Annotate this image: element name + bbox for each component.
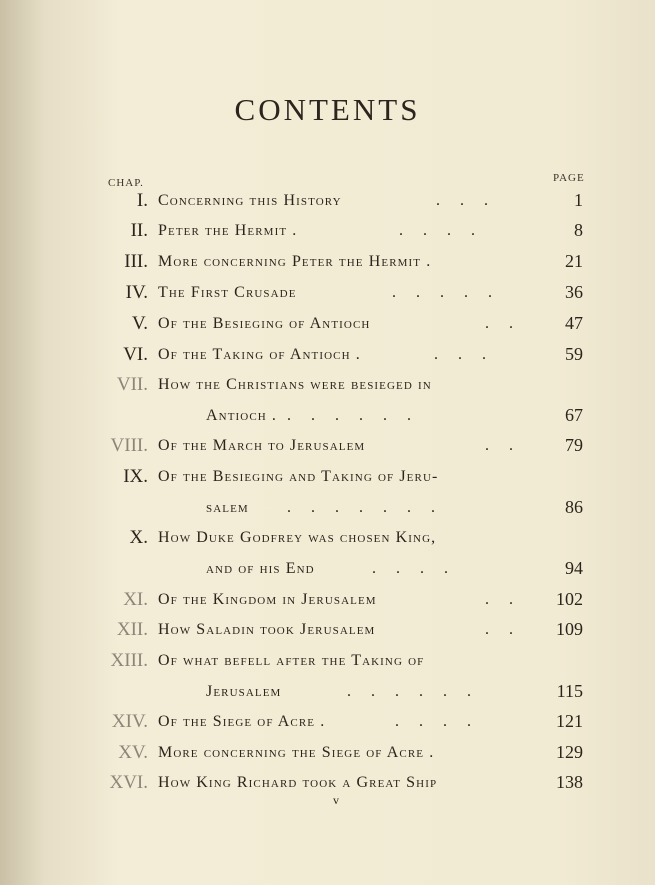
leader-dots: . .: [485, 621, 521, 638]
toc-entry[interactable]: [0, 282, 655, 306]
page-number: 8: [574, 220, 583, 240]
leader-dots: . .: [485, 591, 521, 608]
chapter-number: XII.: [116, 619, 148, 640]
chapter-column-header: CHAP.: [108, 177, 144, 189]
toc-entry[interactable]: [0, 435, 655, 459]
leader-dots: . .: [485, 315, 521, 332]
page-number: 79: [565, 435, 583, 455]
page-column-header: PAGE: [553, 172, 585, 184]
page-number: 67: [565, 405, 583, 425]
chapter-number: XIII.: [110, 650, 148, 671]
chapter-title: Antioch .: [206, 407, 278, 424]
leader-dots: . . . . . .: [287, 407, 419, 424]
page-number: 115: [556, 681, 583, 701]
leader-dots: . . . .: [395, 713, 479, 730]
toc-entry[interactable]: [0, 374, 655, 398]
chapter-title: How the Christians were besieged in: [158, 376, 432, 393]
chapter-title: How King Richard took a Great Ship: [158, 774, 438, 791]
leader-dots: . . . .: [399, 222, 483, 239]
toc-entry[interactable]: [0, 251, 655, 275]
chapter-title: The First Crusade: [158, 284, 297, 301]
chapter-title: salem: [206, 499, 249, 516]
chapter-title: How Saladin took Jerusalem: [158, 621, 376, 638]
chapter-number: XIV.: [111, 711, 148, 732]
leader-dots: . . . . .: [392, 284, 500, 301]
leader-dots: . . . .: [372, 560, 456, 577]
chapter-number: IV.: [125, 282, 148, 303]
toc-entry[interactable]: [0, 527, 655, 551]
page-number: 129: [556, 742, 583, 762]
toc-entry[interactable]: [0, 589, 655, 613]
chapter-number: XI.: [123, 589, 148, 610]
toc-entry[interactable]: [0, 558, 655, 582]
chapter-number: I.: [136, 190, 148, 211]
toc-entry[interactable]: [0, 220, 655, 244]
toc-entry[interactable]: [0, 742, 655, 766]
page-number: 109: [556, 619, 583, 639]
chapter-title: Jerusalem: [206, 683, 282, 700]
chapter-title: More concerning Peter the Hermit .: [158, 253, 432, 270]
page-number: 47: [565, 313, 583, 333]
page-folio: v: [333, 793, 339, 807]
chapter-title: Of the Besieging and Taking of Jeru-: [158, 468, 439, 485]
chapter-title: Of the Besieging of Antioch: [158, 315, 371, 332]
leader-dots: . .: [485, 437, 521, 454]
chapter-title: Of the Taking of Antioch .: [158, 346, 361, 363]
chapter-number: VIII.: [110, 435, 148, 456]
toc-entry[interactable]: [0, 405, 655, 429]
chapter-title: Of what befell after the Taking of: [158, 652, 425, 669]
chapter-number: X.: [129, 527, 148, 548]
page-number: 138: [556, 772, 583, 792]
leader-dots: . . .: [434, 346, 494, 363]
chapter-title: Of the March to Jerusalem: [158, 437, 366, 454]
toc-entry[interactable]: [0, 711, 655, 735]
chapter-title: Of the Siege of Acre .: [158, 713, 326, 730]
page-number: 121: [556, 711, 583, 731]
toc-entry[interactable]: [0, 650, 655, 674]
chapter-number: V.: [131, 313, 148, 334]
page-number: 86: [565, 497, 583, 517]
chapter-title: Of the Kingdom in Jerusalem: [158, 591, 377, 608]
chapter-number: II.: [130, 220, 148, 241]
chapter-number: VI.: [123, 344, 148, 365]
page-number: 59: [565, 344, 583, 364]
toc-entry[interactable]: [0, 772, 655, 796]
chapter-title: and of his End: [206, 560, 315, 577]
chapter-number: VII.: [116, 374, 148, 395]
page-title: CONTENTS: [234, 92, 421, 127]
toc-entry[interactable]: [0, 681, 655, 705]
toc-entry[interactable]: [0, 619, 655, 643]
chapter-number: XVI.: [109, 772, 148, 793]
leader-dots: . . . . . .: [347, 683, 479, 700]
toc-entry[interactable]: [0, 466, 655, 490]
page-number: 1: [574, 190, 583, 210]
page-number: 36: [565, 282, 583, 302]
chapter-number: XV.: [118, 742, 148, 763]
page-number: 102: [556, 589, 583, 609]
chapter-title: More concerning the Siege of Acre .: [158, 744, 435, 761]
page-number: 21: [565, 251, 583, 271]
page-number: 94: [565, 558, 583, 578]
chapter-number: III.: [124, 251, 148, 272]
toc-entry[interactable]: [0, 497, 655, 521]
chapter-title: Concerning this History: [158, 192, 342, 209]
chapter-title: Peter the Hermit .: [158, 222, 298, 239]
chapter-title: How Duke Godfrey was chosen King,: [158, 529, 437, 546]
chapter-number: IX.: [123, 466, 148, 487]
leader-dots: . . .: [436, 192, 496, 209]
leader-dots: . . . . . . .: [287, 499, 443, 516]
toc-entry[interactable]: [0, 313, 655, 337]
toc-entry[interactable]: [0, 190, 655, 214]
toc-entry[interactable]: [0, 344, 655, 368]
